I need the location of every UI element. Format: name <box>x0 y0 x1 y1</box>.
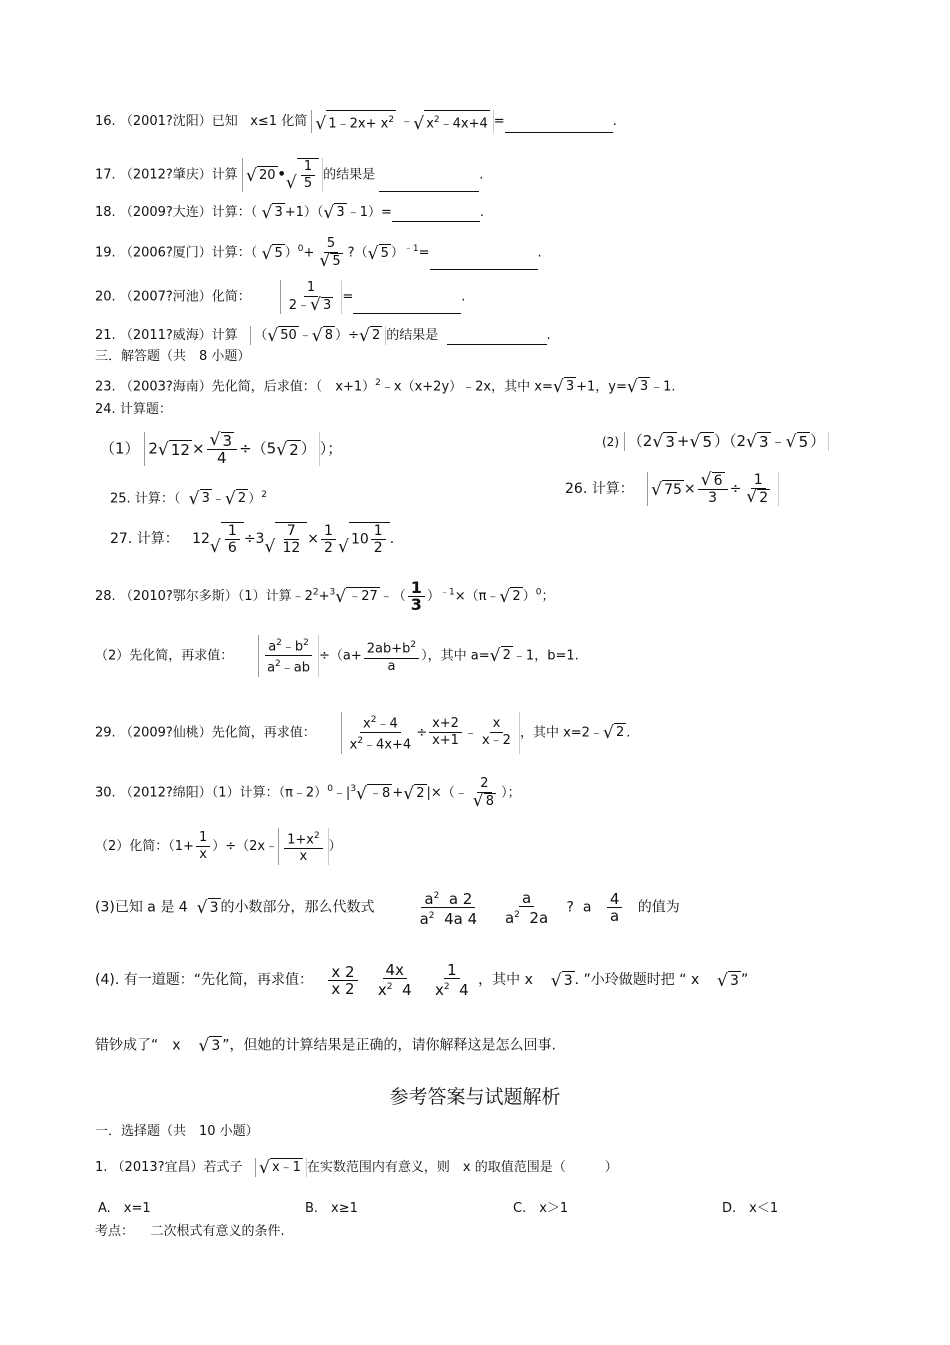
question-25: 25. 计算：（ √ 3 ﹣√ 2 ）$^2$ <box>110 486 267 508</box>
option-a: A. x=1 <box>98 1201 151 1216</box>
question-24: 24. 计算题： <box>95 402 172 417</box>
option-c: C. x＞1 <box>513 1201 569 1216</box>
question-19: 19. （2006?厦门）计算：（ √ 5 ）$^0$+ 5 √ 5 ?（√ 5 ）$^{﹣1}$= . <box>95 236 542 270</box>
question-28: 28. （2010?鄂尔多斯）（1）计算$﹣2^2+^3√$ ﹣27 ﹣（ $\frac{1}{3}$ ）$^{﹣1}$×（π﹣√ 2 ）$^0$； <box>95 580 554 613</box>
question-18: 18. （2009?大连）计算：（ √ 3 +1）（√ 3 ﹣1）= . <box>95 203 484 222</box>
answer-blank <box>505 120 613 133</box>
question-16: 16. （2001?沈阳）已知 x≤1 化简 √ 1﹣2x+ $x^2$ ﹣√ $x^2﹣4x+4$ = . <box>95 110 617 133</box>
kaodian: 考点： 二次根式有意义的条件. <box>95 1224 285 1239</box>
option-b: B. x≥1 <box>305 1201 358 1216</box>
question-30-part-2: （2）化简：（1+ $\frac{1}{x}$ ）÷（2x﹣ $\frac{1+x^2}{x}$ ） <box>95 828 342 865</box>
question-17: 17. （2012?肇庆）计算 √ 20 • √ $\frac{1}{5}$ 的结果是 . <box>95 158 483 192</box>
radical-expression: √ 1﹣2x+ $x^2$ ﹣√ $x^2﹣4x+4$ <box>311 110 493 133</box>
answers-title: 参考答案与试题解析 <box>389 1086 561 1108</box>
question-23: 23. （2003?海南）先化简，后求值：（ x+1）$^2$﹣x（x+2y）﹣2x，其中 x=√ 3 +1，y=√ 3 ﹣1. <box>95 374 676 396</box>
answer-blank <box>353 301 461 314</box>
question-27: 27. 计算： 12 √ $\frac{1}{6}$ ÷3 √ $\frac{7}{12}$ × $\frac{1}{2}$ √ 10 $\frac{1}{2}$ . <box>110 522 394 556</box>
question-24-part-2: (2) （2√ 3 +√ 5 ）（2√ 3 ﹣√ 5 ） <box>602 432 829 451</box>
question-29: 29. （2009?仙桃）先化简，再求值： $\frac{x^2﹣4}{x^2﹣4x+4}$ ÷ $\frac{x+2}{x+1}$ ﹣ $\frac{x}{x﹣2}$ ，其中 x=2﹣√ 2 . <box>95 712 630 754</box>
question-21: 21. （2011?威海）计算 （√ 50 ﹣√ 8 ）÷√ 2 的结果是 . <box>95 326 551 345</box>
answer-blank <box>430 257 538 270</box>
radical-expression: （√ 50 ﹣√ 8 ）÷√ 2 <box>250 326 386 345</box>
question-24-part-1: （1） 2√ 12 × √ $\frac{3}{4}$ ÷（5√ 2 ））； <box>100 432 342 466</box>
question-20: 20. （2007?河池）化简： $\frac{1}{2﹣√ 3}$ = . <box>95 280 465 314</box>
radical-expression: √ 20 • √ $\frac{1}{5}$ <box>242 158 323 192</box>
section-heading: 三．解答题（共 8 小题） <box>95 349 251 364</box>
option-d: D. x＜1 <box>722 1201 779 1216</box>
section-heading: 一．选择题（共 10 小题） <box>95 1124 259 1139</box>
question-30: 30. （2012?绵阳）（1）计算：$(\pi﹣2)^0﹣|^3√$ ﹣8 +√ 2 |×（﹣ 2 √ 8 ）； <box>95 776 521 810</box>
answer-blank <box>379 179 479 192</box>
question-26: 26. 计算： √ 75 × √ $\frac{6}{3}$ ÷ 1 √ 2 <box>565 472 779 506</box>
question-number: 16. <box>95 114 116 130</box>
question-28-part-2: （2）先化简，再求值： $\frac{a^2﹣b^2}{a^2﹣ab}$ ÷（a+ $\frac{2ab+b^2}{a}$ ），其中 a=√ 2 ﹣1，b=1. <box>95 635 579 677</box>
fraction-expression: $\frac{1}{2﹣√ 3}$ <box>280 280 343 314</box>
question-30-part-4-cont: 错钞成了“ x √ 3 ”，但她的计算结果是正确的，请你解释这是怎么回事. <box>95 1036 556 1055</box>
question-30-part-3: (3)已知 a 是 4 √ 3 的小数部分，那么代数式 $\frac{a^2 a 2}{a^2 4a 4}$ $\frac{a}{a^2 2a}$ ? a $\frac{4}{a}$ 的值为 <box>95 888 680 927</box>
answer-blank <box>392 209 480 222</box>
question-30-part-4: (4). 有一道题：“先化简，再求值： $\frac{x 2}{x 2}$ $\frac{4x}{x^2 4}$ $\frac{1}{x^2 4}$ ，其中 x √ 3 . ”小玲做题时把 “ x √ 3 ” <box>95 962 748 998</box>
answer-question-1: 1. （2013?宜昌）若式子 √ x﹣1 在实数范围内有意义，则 x 的取值范围是（ ） <box>95 1158 618 1177</box>
answer-blank <box>447 332 547 345</box>
